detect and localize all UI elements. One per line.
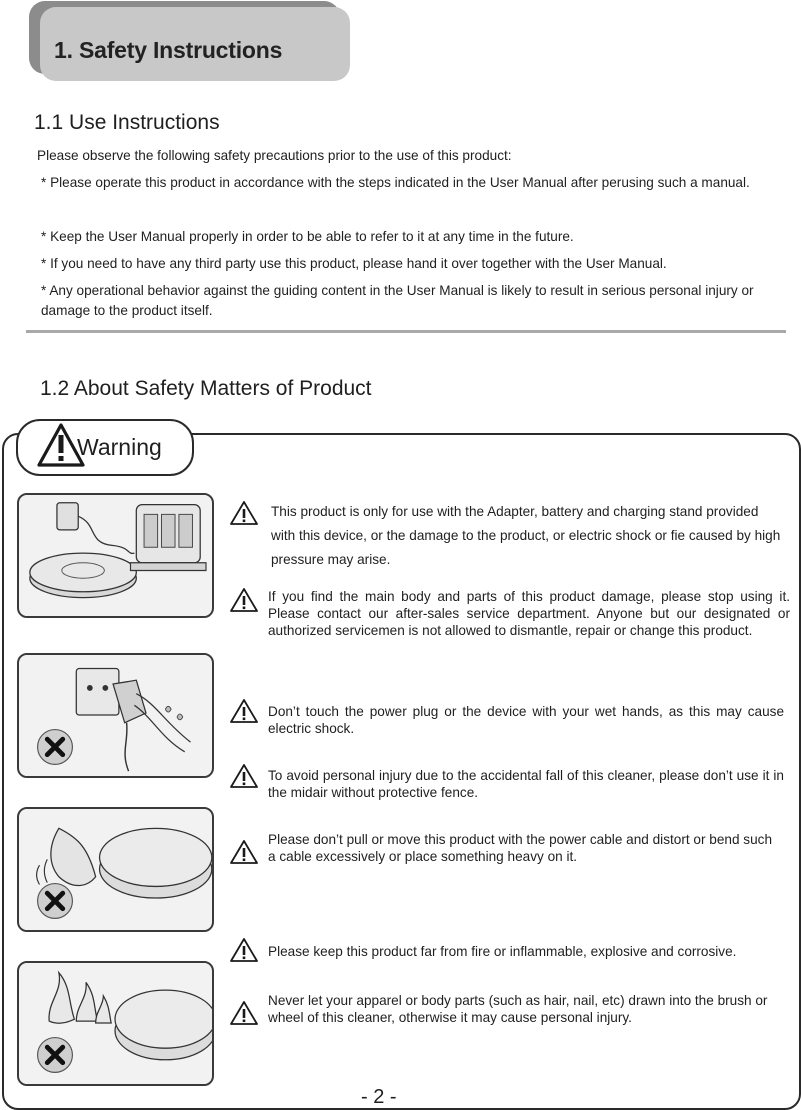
warning-triangle-icon — [229, 937, 259, 963]
warning-text: Never let your apparel or body parts (such as hair, nail, etc) drawn into the brush or wheel of this cleaner, otherwise it may cause personal injury. — [268, 993, 768, 1025]
instruction-item: * Any operational behavior against the guiding content in the User Manual is likely to result in serious personal injury or damage to the product itself. — [41, 283, 754, 318]
warning-text: To avoid personal injury due to the accidental fall of this cleaner, please don’t use it in the midair without protective fence. — [268, 768, 784, 800]
image-hand-robot — [17, 807, 214, 932]
warning-text: Don’t touch the power plug or the device with your wet hands, as this may cause electric shock. — [268, 704, 784, 736]
image-adapter-robot-stand — [17, 493, 214, 618]
page-number: - 2 - — [361, 1086, 397, 1108]
warning-triangle-icon — [229, 698, 259, 724]
prohibited-x-icon — [38, 1038, 73, 1073]
warning-triangle-icon — [229, 839, 259, 865]
warning-text: This product is only for use with the Adapter, battery and charging stand provided with this device, or the damage to the product, or electric shock or fie caused by high pressure may arise. — [271, 504, 781, 567]
image-fire-robot — [17, 961, 214, 1086]
section-title-use-instructions: 1.1 Use Instructions — [34, 111, 220, 134]
prohibited-x-icon — [38, 884, 73, 919]
prohibited-x-icon — [38, 730, 73, 765]
warning-triangle-icon — [229, 1000, 259, 1026]
warning-triangle-icon — [229, 763, 259, 789]
intro-text: Please observe the following safety precautions prior to the use of this product: — [37, 148, 512, 163]
image-wet-hand-plug — [17, 653, 214, 778]
instruction-item: * Keep the User Manual properly in order to be able to refer to it at any time in the future. — [41, 229, 574, 244]
warning-label: Warning — [77, 434, 162, 460]
instruction-item: * If you need to have any third party use this product, please hand it over together with the User Manual. — [41, 256, 667, 271]
warning-triangle-icon — [229, 587, 259, 613]
warning-text: Please don’t pull or move this product with the power cable and distort or bend such a cable excessively or place something heavy on it. — [268, 832, 773, 864]
warning-text: Please keep this product far from fire or inflammable, explosive and corrosive. — [268, 944, 737, 959]
section-title-safety-matters: 1.2 About Safety Matters of Product — [40, 377, 372, 400]
section-divider — [26, 330, 786, 333]
warning-text: If you find the main body and parts of this product damage, please stop using it. Please contact our after-sales service department. Anyone but our designated or authorized servicemen is not allowed to dismantle, repair or change this product. — [268, 589, 790, 638]
instruction-item: * Please operate this product in accordance with the steps indicated in the User Manual after perusing such a manual. — [41, 175, 750, 190]
page-title: 1. Safety Instructions — [54, 37, 283, 63]
warning-triangle-icon — [229, 500, 259, 526]
